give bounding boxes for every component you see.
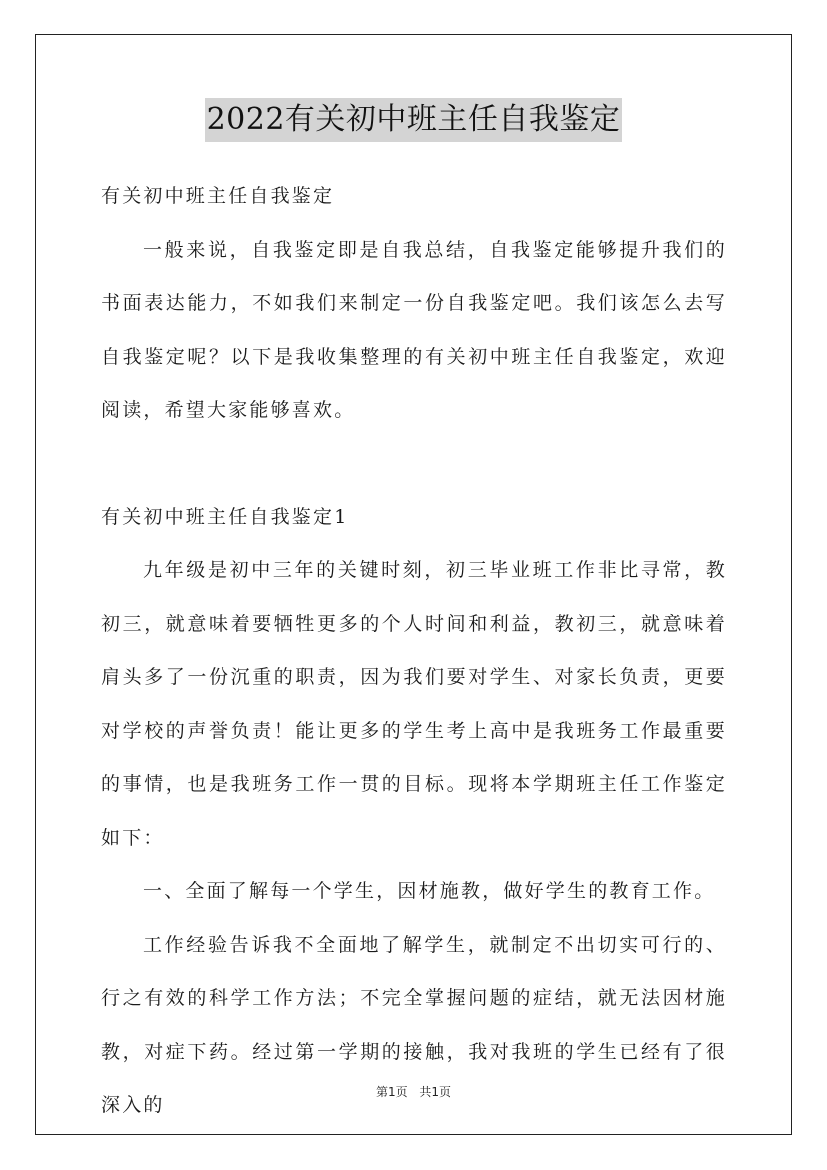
page-total: 共1页 — [419, 1085, 452, 1099]
section-heading: 有关初中班主任自我鉴定1 — [101, 505, 349, 528]
document-body — [101, 170, 727, 1133]
body-paragraph: 一、全面了解每一个学生，因材施教，做好学生的教育工作。 — [143, 880, 716, 902]
page-number: 第1页 — [375, 1085, 408, 1099]
intro-paragraph: 一般来说，自我鉴定即是自我总结，自我鉴定能够提升我们的书面表达能力，不如我们来制定一份自我鉴定吧。我们该怎么去写自我鉴定呢？以下是我收集整理的有关初中班主任自我鉴定，欢迎阅读，希望大家能够喜欢。 — [101, 238, 727, 421]
section-heading: 有关初中班主任自我鉴定 — [101, 185, 335, 207]
page-footer — [0, 1083, 827, 1100]
blank-line — [101, 438, 727, 491]
body-paragraph: 工作经验告诉我不全面地了解学生，就制定不出切实可行的、行之有效的科学工作方法；不完全掌握问题的症结，就无法因材施教，对症下药。经过第一学期的接触，我对我班的学生已经有了很深入的 — [101, 933, 727, 1116]
document-title: 2022有关初中班主任自我鉴定 — [205, 98, 623, 142]
title-container — [0, 98, 827, 142]
body-paragraph: 九年级是初中三年的关键时刻，初三毕业班工作非比寻常，教初三，就意味着要牺牲更多的个人时间和利益，教初三，就意味着肩头多了一份沉重的职责，因为我们要对学生、对家长负责，更要对学校的声誉负责！能让更多的学生考上高中是我班务工作最重要的事情，也是我班务工作一贯的目标。现将本学期班主任工作鉴定如下： — [101, 559, 727, 849]
